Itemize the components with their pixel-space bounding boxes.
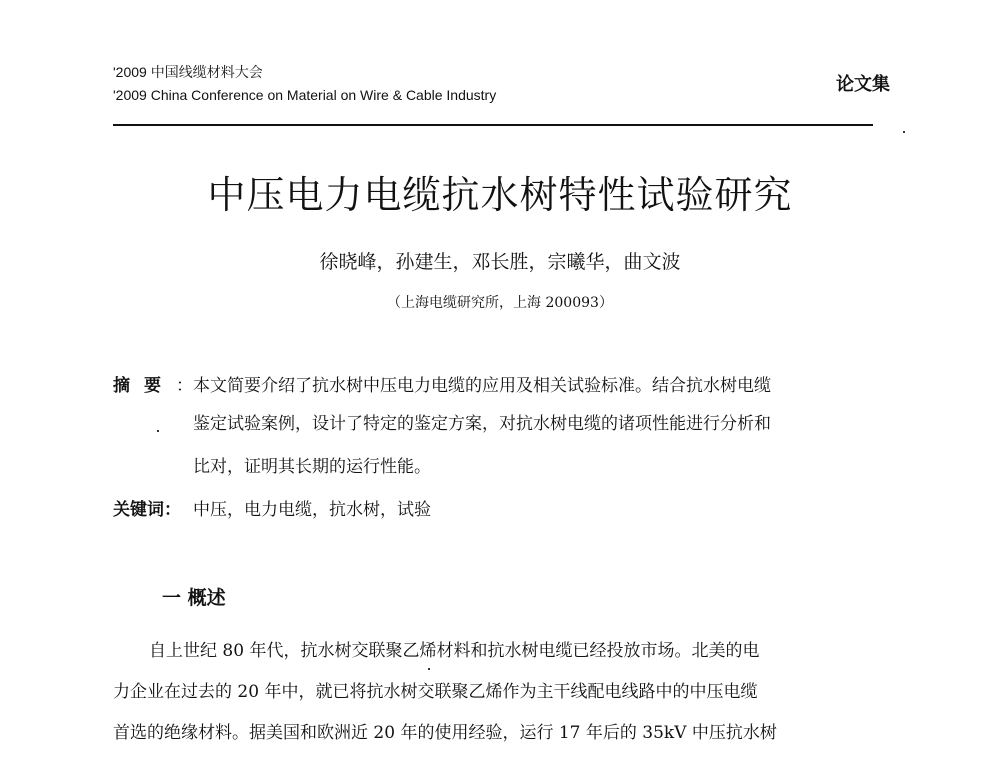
header-rule	[113, 124, 873, 126]
conference-name-en: '2009 China Conference on Material on Wire & Cable Industry	[113, 87, 497, 103]
scan-speck	[157, 430, 159, 432]
section-heading: 一 概述	[162, 587, 226, 609]
abstract-line: 鉴定试验案例，设计了特定的鉴定方案，对抗水树电缆的诸项性能进行分析和	[193, 414, 771, 434]
body-line: 首选的绝缘材料。据美国和欧洲近 20 年的使用经验，运行 17 年后的 35kV 中压抗水树	[113, 723, 777, 743]
scan-speck	[428, 668, 430, 670]
abstract-line: 本文简要介绍了抗水树中压电力电缆的应用及相关试验标准。结合抗水树电缆	[193, 376, 771, 396]
keywords-label: 关键词：	[113, 500, 181, 520]
collection-label: 论文集	[836, 74, 890, 95]
scan-speck	[903, 131, 905, 133]
body-line: 力企业在过去的 20 年中，就已将抗水树交联聚乙烯作为主干线配电线路中的中压电缆	[113, 682, 758, 702]
abstract-label: 摘要	[113, 376, 175, 396]
conference-name-cn: '2009 中国线缆材料大会	[113, 64, 263, 80]
abstract-colon: ：	[176, 376, 193, 396]
paper-title: 中压电力电缆抗水树特性试验研究	[207, 173, 793, 217]
body-line: 自上世纪 80 年代，抗水树交联聚乙烯材料和抗水树电缆已经投放市场。北美的电	[149, 641, 760, 661]
paper-authors: 徐晓峰，孙建生，邓长胜，宗曦华，曲文波	[319, 251, 681, 273]
paper-affiliation: （上海电缆研究所，上海 200093）	[387, 295, 613, 311]
abstract-line: 比对，证明其长期的运行性能。	[193, 457, 431, 477]
keywords-text: 中压，电力电缆，抗水树，试验	[193, 500, 431, 520]
